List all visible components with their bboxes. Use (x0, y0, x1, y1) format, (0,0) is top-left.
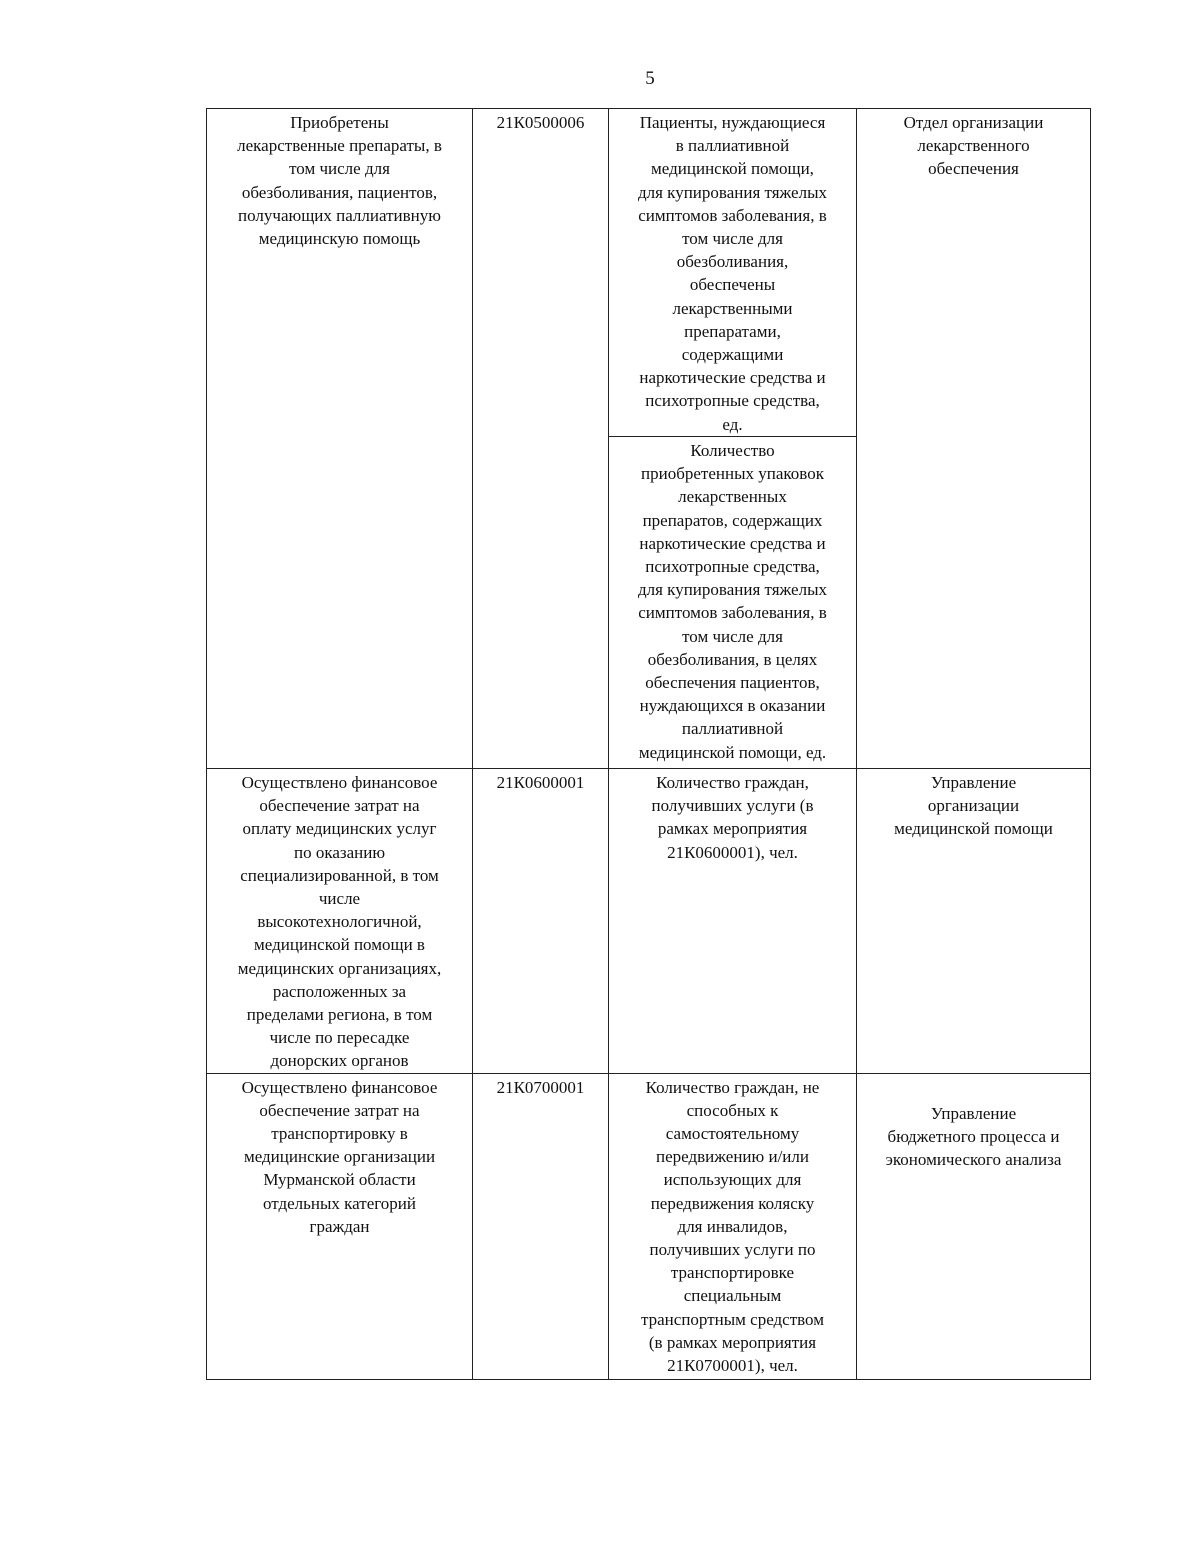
indicator-cell: Пациенты, нуждающиеся в паллиативной медицинской помощи, для купирования тяжелых симптомов заболевания, в том числе для обезболивания, обеспечены лекарственными препаратами, содержащими наркотические средства и психотропные средства, ед. (609, 109, 857, 437)
indicator-cell: Количество граждан, получивших услуги (в рамках мероприятия 21К0600001), чел. (609, 769, 857, 1074)
responsible-cell: Управление бюджетного процесса и экономического анализа (857, 1073, 1091, 1379)
code-cell: 21К0600001 (473, 769, 609, 1074)
indicator-cell: Количество приобретенных упаковок лекарственных препаратов, содержащих наркотические средства и психотропные средства, для купирования тяжелых симптомов заболевания, в том числе для обезболивания, в целях обеспечения пациентов, нуждающихся в оказании паллиативной медицинской помощи, ед. (609, 437, 857, 769)
table-row (207, 109, 1091, 437)
responsible-cell: Отдел организации лекарственного обеспечения (857, 109, 1091, 769)
result-cell: Приобретены лекарственные препараты, в том числе для обезболивания, пациентов, получающих паллиативную медицинскую помощь (207, 109, 473, 769)
indicator-cell: Количество граждан, не способных к самостоятельному передвижению и/или использующих для передвижения коляску для инвалидов, получивших услуги по транспортировке специальным транспортным средством (в рамках мероприятия 21К0700001), чел. (609, 1073, 857, 1379)
page-number: 5 (645, 68, 655, 89)
table-row (207, 1073, 1091, 1379)
code-cell: 21К0700001 (473, 1073, 609, 1379)
code-cell: 21К0500006 (473, 109, 609, 769)
measures-table (206, 108, 1091, 1380)
result-cell: Осуществлено финансовое обеспечение затрат на транспортировку в медицинские организации Мурманской области отдельных категорий граждан (207, 1073, 473, 1379)
responsible-cell: Управление организации медицинской помощи (857, 769, 1091, 1074)
table-row (207, 769, 1091, 1074)
result-cell: Осуществлено финансовое обеспечение затрат на оплату медицинских услуг по оказанию специализированной, в том числе высокотехнологичной, медицинской помощи в медицинских организациях, расположенных за пределами региона, в том числе по пересадке донорских органов (207, 769, 473, 1074)
